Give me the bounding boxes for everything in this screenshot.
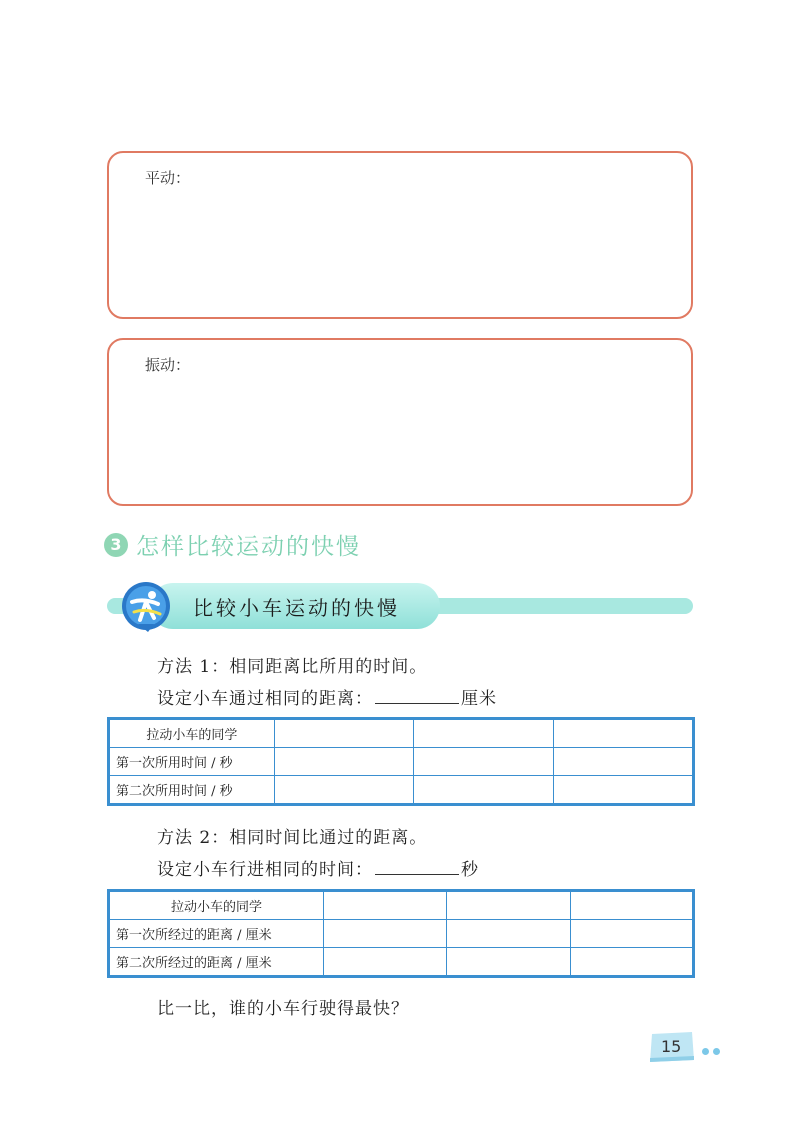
table-row: [109, 891, 694, 920]
decorative-dot: [702, 1048, 709, 1055]
activity-title: 比较小车运动的快慢: [193, 596, 400, 620]
method1-text: 方法 1：相同距离比所用的时间。: [157, 657, 428, 677]
decorative-dot: [713, 1048, 720, 1055]
table-cell-label: 拉动小车的同学: [109, 891, 324, 920]
method1-setting: [157, 684, 497, 709]
table-cell[interactable]: [447, 920, 570, 948]
table-cell[interactable]: [570, 948, 693, 977]
page-number: 15: [661, 1037, 682, 1056]
table-cell[interactable]: [554, 748, 694, 776]
method2-text: 方法 2：相同时间比通过的距离。: [157, 828, 428, 848]
table-cell-label: 第一次所经过的距离 / 厘米: [109, 920, 324, 948]
table-cell-label: 第一次所用时间 / 秒: [109, 748, 275, 776]
table-cell[interactable]: [447, 948, 570, 977]
table-cell[interactable]: [323, 948, 446, 977]
activity-person-icon: [118, 578, 174, 634]
method2-setting: [157, 855, 479, 880]
time-blank[interactable]: [375, 858, 459, 875]
section-title: 怎样比较运动的快慢: [136, 534, 361, 560]
table-cell-label: 拉动小车的同学: [109, 719, 275, 748]
table-cell[interactable]: [414, 776, 554, 805]
table-cell[interactable]: [274, 776, 414, 805]
table-cell[interactable]: [570, 891, 693, 920]
table-row: [109, 776, 694, 805]
translation-label: 平动：: [145, 169, 191, 187]
table-cell[interactable]: [554, 776, 694, 805]
table-cell[interactable]: [570, 920, 693, 948]
translation-answer-box[interactable]: [107, 151, 693, 319]
section-heading: [104, 528, 361, 561]
table-cell[interactable]: [414, 719, 554, 748]
table-row: [109, 719, 694, 748]
table-row: [109, 948, 694, 977]
vibration-answer-box[interactable]: [107, 338, 693, 506]
distance-table: [107, 889, 695, 978]
table-cell-label: 第二次所经过的距离 / 厘米: [109, 948, 324, 977]
section-number: 3: [104, 533, 128, 557]
method2-setting-prefix: 设定小车行进相同的时间：: [157, 860, 373, 880]
table-cell[interactable]: [447, 891, 570, 920]
table-cell[interactable]: [274, 748, 414, 776]
table-cell[interactable]: [414, 748, 554, 776]
table-cell-label: 第二次所用时间 / 秒: [109, 776, 275, 805]
method1-setting-unit: 厘米: [461, 689, 497, 709]
vibration-label: 振动：: [145, 356, 191, 374]
distance-blank[interactable]: [375, 687, 459, 704]
table-cell[interactable]: [554, 719, 694, 748]
table-row: [109, 920, 694, 948]
method2-setting-unit: 秒: [461, 860, 479, 880]
table-row: [109, 748, 694, 776]
time-table: [107, 717, 695, 806]
table-cell[interactable]: [323, 891, 446, 920]
method1-setting-prefix: 设定小车通过相同的距离：: [157, 689, 373, 709]
table-cell[interactable]: [274, 719, 414, 748]
table-cell[interactable]: [323, 920, 446, 948]
comparison-question: 比一比，谁的小车行驶得最快？: [157, 999, 409, 1019]
